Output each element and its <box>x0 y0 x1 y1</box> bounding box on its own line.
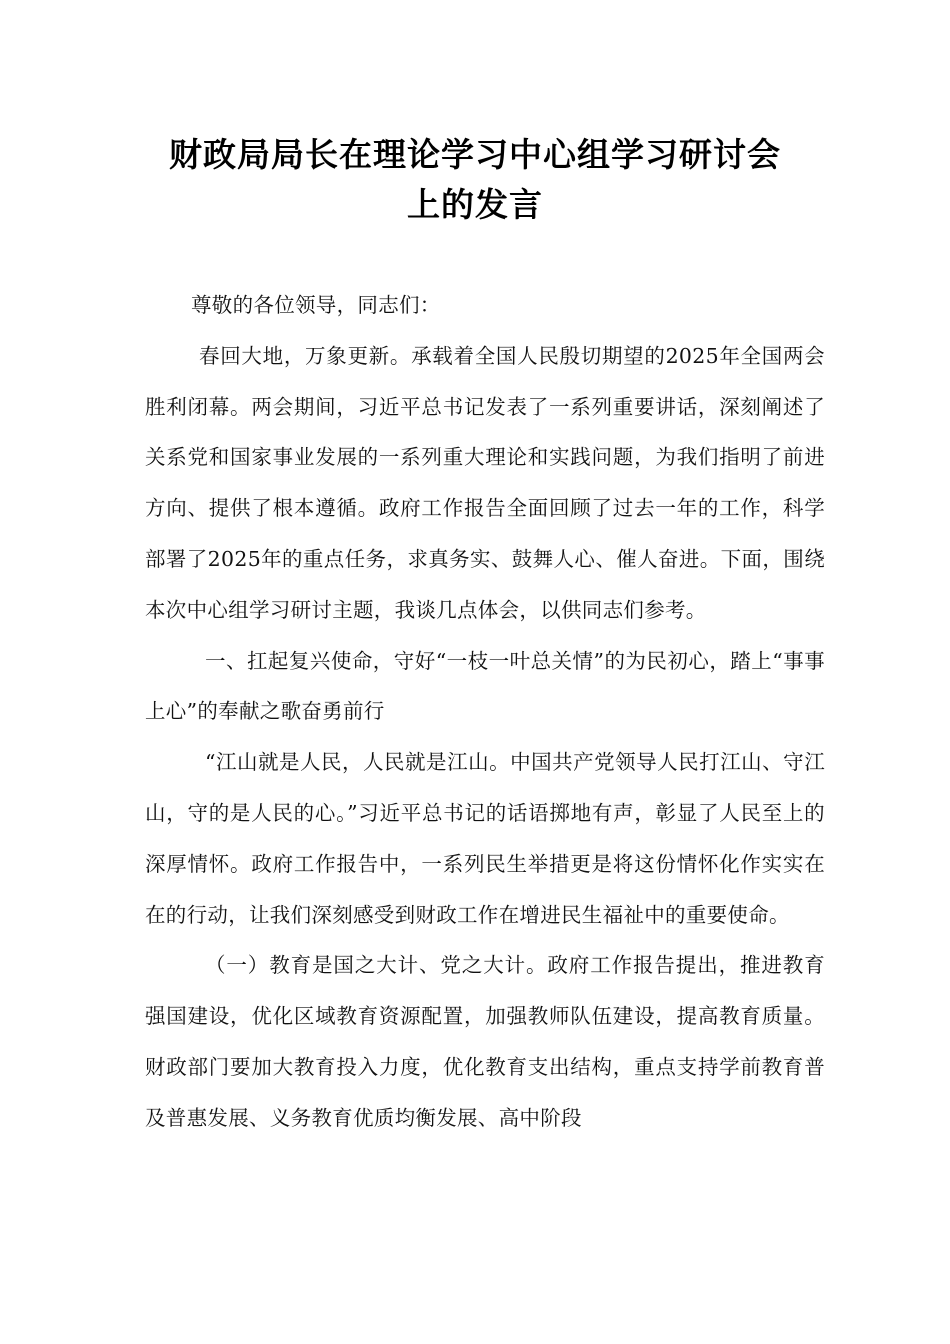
document-title-line-2: 上的发言 <box>407 185 543 224</box>
section-heading-paragraph: 一、扛起复兴使命，守好“一枝一叶总关情”的为民初心，踏上“事事上心”的奉献之歌奋勇前行 <box>145 648 825 724</box>
salutation-paragraph: 尊敬的各位领导，同志们： <box>191 293 441 317</box>
document-body <box>145 280 825 1144</box>
body-paragraph: 春回大地，万象更新。承载着全国人民殷切期望的2025年全国两会胜利闭幕。两会期间，习近平总书记发表了一系列重要讲话，深刻阐述了关系党和国家事业发展的一系列重大理论和实践问题，为我们指明了前进方向、提供了根本遵循。政府工作报告全面回顾了过去一年的工作，科学部署了2025年的重点任务，求真务实、鼓舞人心、催人奋进。下面，围绕本次中心组学习研讨主题，我谈几点体会，以供同志们参考。 <box>145 343 825 622</box>
body-paragraph: “江山就是人民，人民就是江山。中国共产党领导人民打江山、守江山，守的是人民的心。”习近平总书记的话语掷地有声，彰显了人民至上的深厚情怀。政府工作报告中，一系列民生举措更是将这份情怀化作实实在在的行动，让我们深刻感受到财政工作在增进民生福祉中的重要使命。 <box>145 750 825 927</box>
document-title-line-1: 财政局局长在理论学习中心组学习研讨会 <box>169 135 781 174</box>
body-paragraph: （一）教育是国之大计、党之大计。政府工作报告提出，推进教育强国建设，优化区域教育资源配置，加强教师队伍建设，提高教育质量。财政部门要加大教育投入力度，优化教育支出结构，重点支持学前教育普及普惠发展、义务教育优质均衡发展、高中阶段 <box>145 953 825 1130</box>
